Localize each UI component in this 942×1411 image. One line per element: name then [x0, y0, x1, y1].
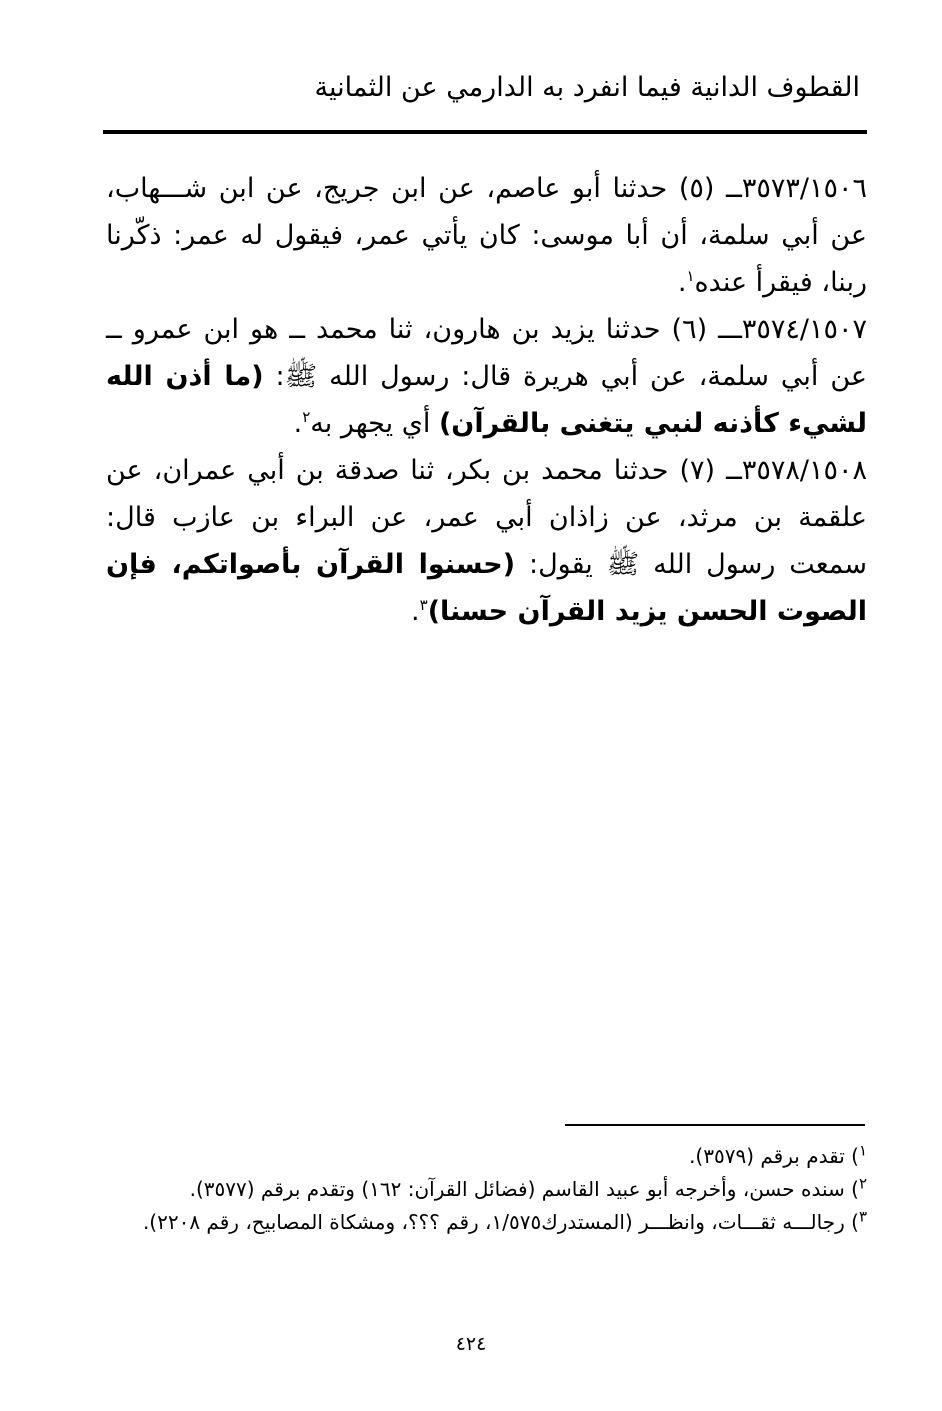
header-rule	[103, 130, 867, 134]
footnote-2: $^٢$) سنده حسن، وأخرجه أبو عبيد القاسم (فضائل القرآن: ١٦٢) وتقدم برقم (٣٥٧٧).	[189, 1174, 867, 1201]
footnote-text: سنده حسن، وأخرجه أبو عبيد القاسم (فضائل القرآن: ١٦٢) وتقدم برقم (٣٥٧٧).	[189, 1177, 845, 1201]
footnote-3: $^٣$) رجالـــه ثقـــات، وانظـــر (المستدرك١/٥٧٥، رقم ؟؟؟، ومشكاة المصابيح، رقم ٢٢٠٨).	[142, 1207, 867, 1234]
hadith-text: حدثنا أبو عاصم، عن ابن جريج، عن ابن شـــهاب، عن أبي سلمة، أن أبا موسى: كان يأتي عمر، فيقول له عمر: ذكّرنا ربنا، فيقرأ عنده	[106, 173, 867, 298]
footnote-rule	[565, 1124, 865, 1126]
footnote-ref: ١	[686, 267, 695, 285]
hadith-index: (٧)	[679, 455, 716, 486]
footnote-ref: ٣	[419, 596, 428, 614]
footnote-text: رجالـــه ثقـــات، وانظـــر (المستدرك١/٥٧٥، رقم ؟؟؟، ومشكاة المصابيح، رقم ٢٢٠٨).	[142, 1210, 845, 1234]
hadith-matn-bold: (ما أذن الله لشيء كأذنه لنبي يتغنى بالقرآن)	[106, 361, 867, 439]
hadith-end: .	[293, 408, 303, 439]
hadith-matn-bold: (حسنوا القرآن بأصواتكم، فإن الصوت الحسن يزيد القرآن حسنا)	[106, 549, 867, 627]
hadith-index: (٥)	[678, 173, 715, 204]
footnotes	[106, 1140, 867, 1239]
hadith-text: حدثنا محمد بن بكر، ثنا صدقة بن أبي عمران، عن علقمة بن مرثد، عن زاذان أبي عمر، عن البراء بن عازب قال: سمعت رسول الله ﷺ يقول:	[106, 455, 867, 580]
hadith-end: .	[411, 596, 420, 627]
hadith-index: (٦)	[671, 314, 708, 345]
footnote-mark: ٣	[858, 1207, 867, 1226]
hadith-number: ٣٥٧٤/١٥٠٧ـــ	[718, 314, 867, 345]
footnote-text: تقدم برقم (٣٥٧٩).	[689, 1144, 845, 1168]
hadith-1506	[106, 165, 867, 306]
hadith-number: ٣٥٧٣/١٥٠٦ــ	[726, 173, 867, 204]
running-header-title: القطوف الدانية فيما انفرد به الدارمي عن الثمانية	[314, 72, 860, 103]
hadith-text: حدثنا يزيد بن هارون، ثنا محمد ــ هو ابن عمرو ــ عن أبي سلمة، عن أبي هريرة قال: رسول الله ﷺ:	[106, 314, 867, 392]
hadith-end: .	[677, 267, 687, 298]
hadith-1508	[106, 447, 867, 635]
hadith-comment: أي يجهر به	[310, 408, 431, 439]
footnote-mark: ٢	[858, 1174, 867, 1193]
hadith-number: ٣٥٧٨/١٥٠٨ــ	[726, 455, 867, 486]
footnote-1: $^١$) تقدم برقم (٣٥٧٩).	[689, 1141, 867, 1168]
hadith-1507	[106, 306, 867, 447]
footnote-mark: ١	[858, 1141, 867, 1160]
footnote-ref: ٢	[302, 408, 311, 426]
main-text	[106, 165, 867, 635]
page-number: ٤٢٤	[455, 1333, 487, 1355]
